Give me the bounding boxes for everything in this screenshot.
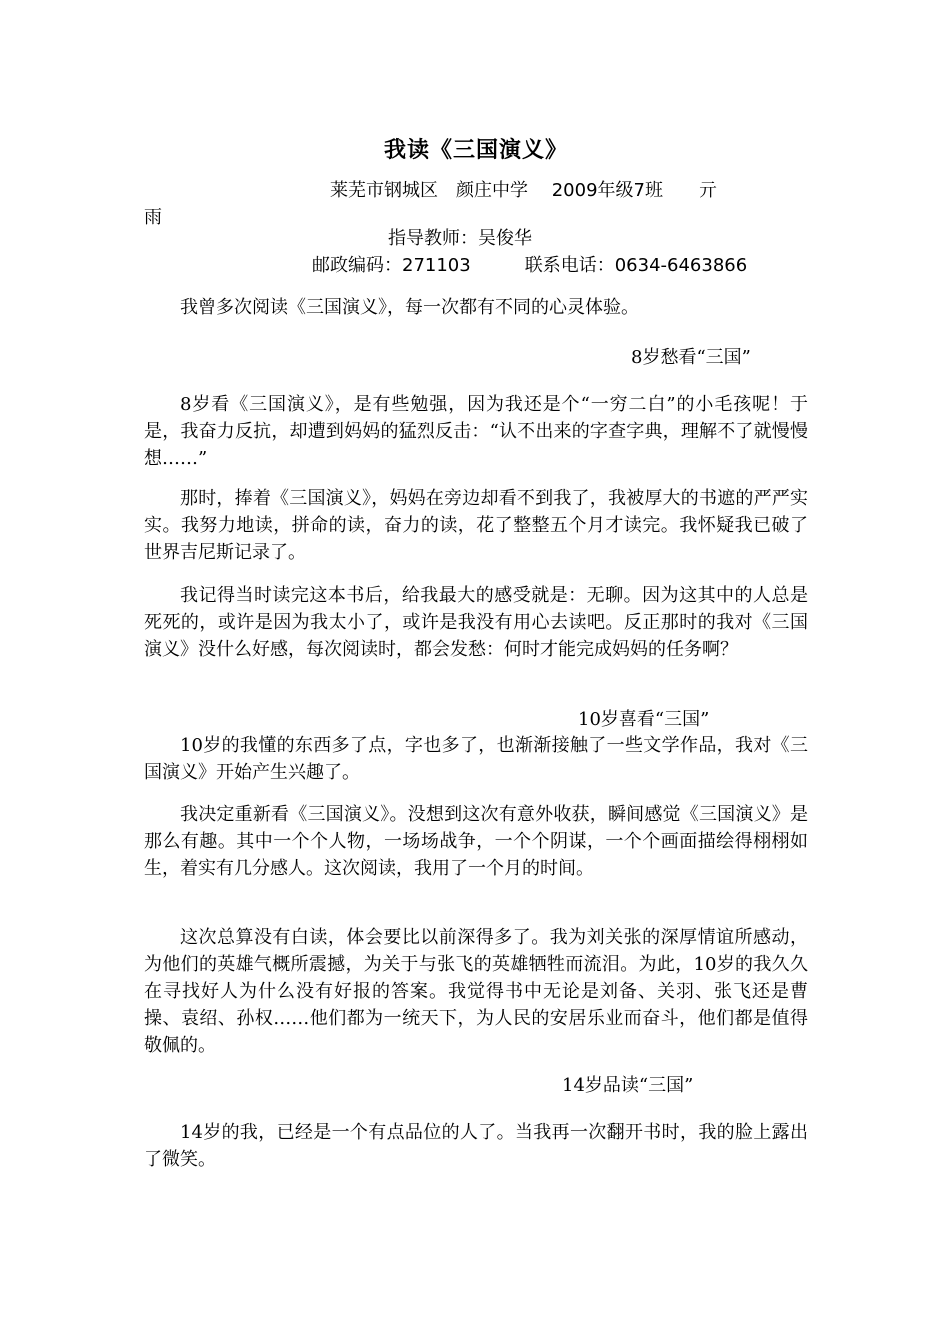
body-paragraph: 14岁的我，已经是一个有点品位的人了。当我再一次翻开书时，我的脸上露出了微笑。 [144,1122,808,1170]
author-line: 莱芜市钢城区 颜庄中学 2009年级7班 亓 [330,180,717,201]
contact-line: 邮政编码：271103 联系电话：0634-6463866 [312,255,748,276]
body-paragraph: 8岁看《三国演义》，是有些勉强，因为我还是个“一穷二白”的小毛孩呢！于是，我奋力反抗，却遭到妈妈的猛烈反击：“认不出来的字查字典，理解不了就慢慢想……” [144,394,808,469]
intro-paragraph: 我曾多次阅读《三国演义》，每一次都有不同的心灵体验。 [180,297,639,318]
body-paragraph: 我记得当时读完这本书后，给我最大的感受就是：无聊。因为这其中的人总是死死的，或许是因为我太小了，或许是我没有用心去读吧。反正那时的我对《三国演义》没什么好感，每次阅读时，都会发愁：何时才能完成妈妈的任务啊？ [144,585,808,660]
body-paragraph: 10岁的我懂的东西多了点，字也多了，也渐渐接触了一些文学作品，我对《三国演义》开始产生兴趣了。 [144,735,808,783]
body-paragraph: 我决定重新看《三国演义》。没想到这次有意外收获，瞬间感觉《三国演义》是那么有趣。其中一个个人物，一场场战争，一个个阴谋，一个个画面描绘得栩栩如生，着实有几分感人。这次阅读，我用了一个月的时间。 [144,804,808,879]
body-paragraph: 这次总算没有白读，体会要比以前深得多了。我为刘关张的深厚情谊所感动，为他们的英雄气概所震撼，为关于与张飞的英雄牺牲而流泪。为此，10岁的我久久在寻找好人为什么没有好报的答案。我觉得书中无论是刘备、关羽、张飞还是曹操、袁绍、孙权……他们都为一统天下，为人民的安居乐业而奋斗，他们都是值得敬佩的。 [144,927,808,1056]
page-title: 我读《三国演义》 [383,138,568,163]
body-paragraph: 那时，捧着《三国演义》，妈妈在旁边却看不到我了，我被厚大的书遮的严严实实。我努力地读，拼命的读，奋力的读，花了整整五个月才读完。我怀疑我已破了世界吉尼斯记录了。 [144,488,808,563]
teacher-line: 指导教师：吴俊华 [388,228,532,249]
author-line-continued: 雨 [144,207,162,228]
section-heading: 14岁品读“三国” [562,1075,694,1096]
section-heading: 10岁喜看“三国” [578,709,710,730]
section-heading: 8岁愁看“三国” [631,347,751,368]
